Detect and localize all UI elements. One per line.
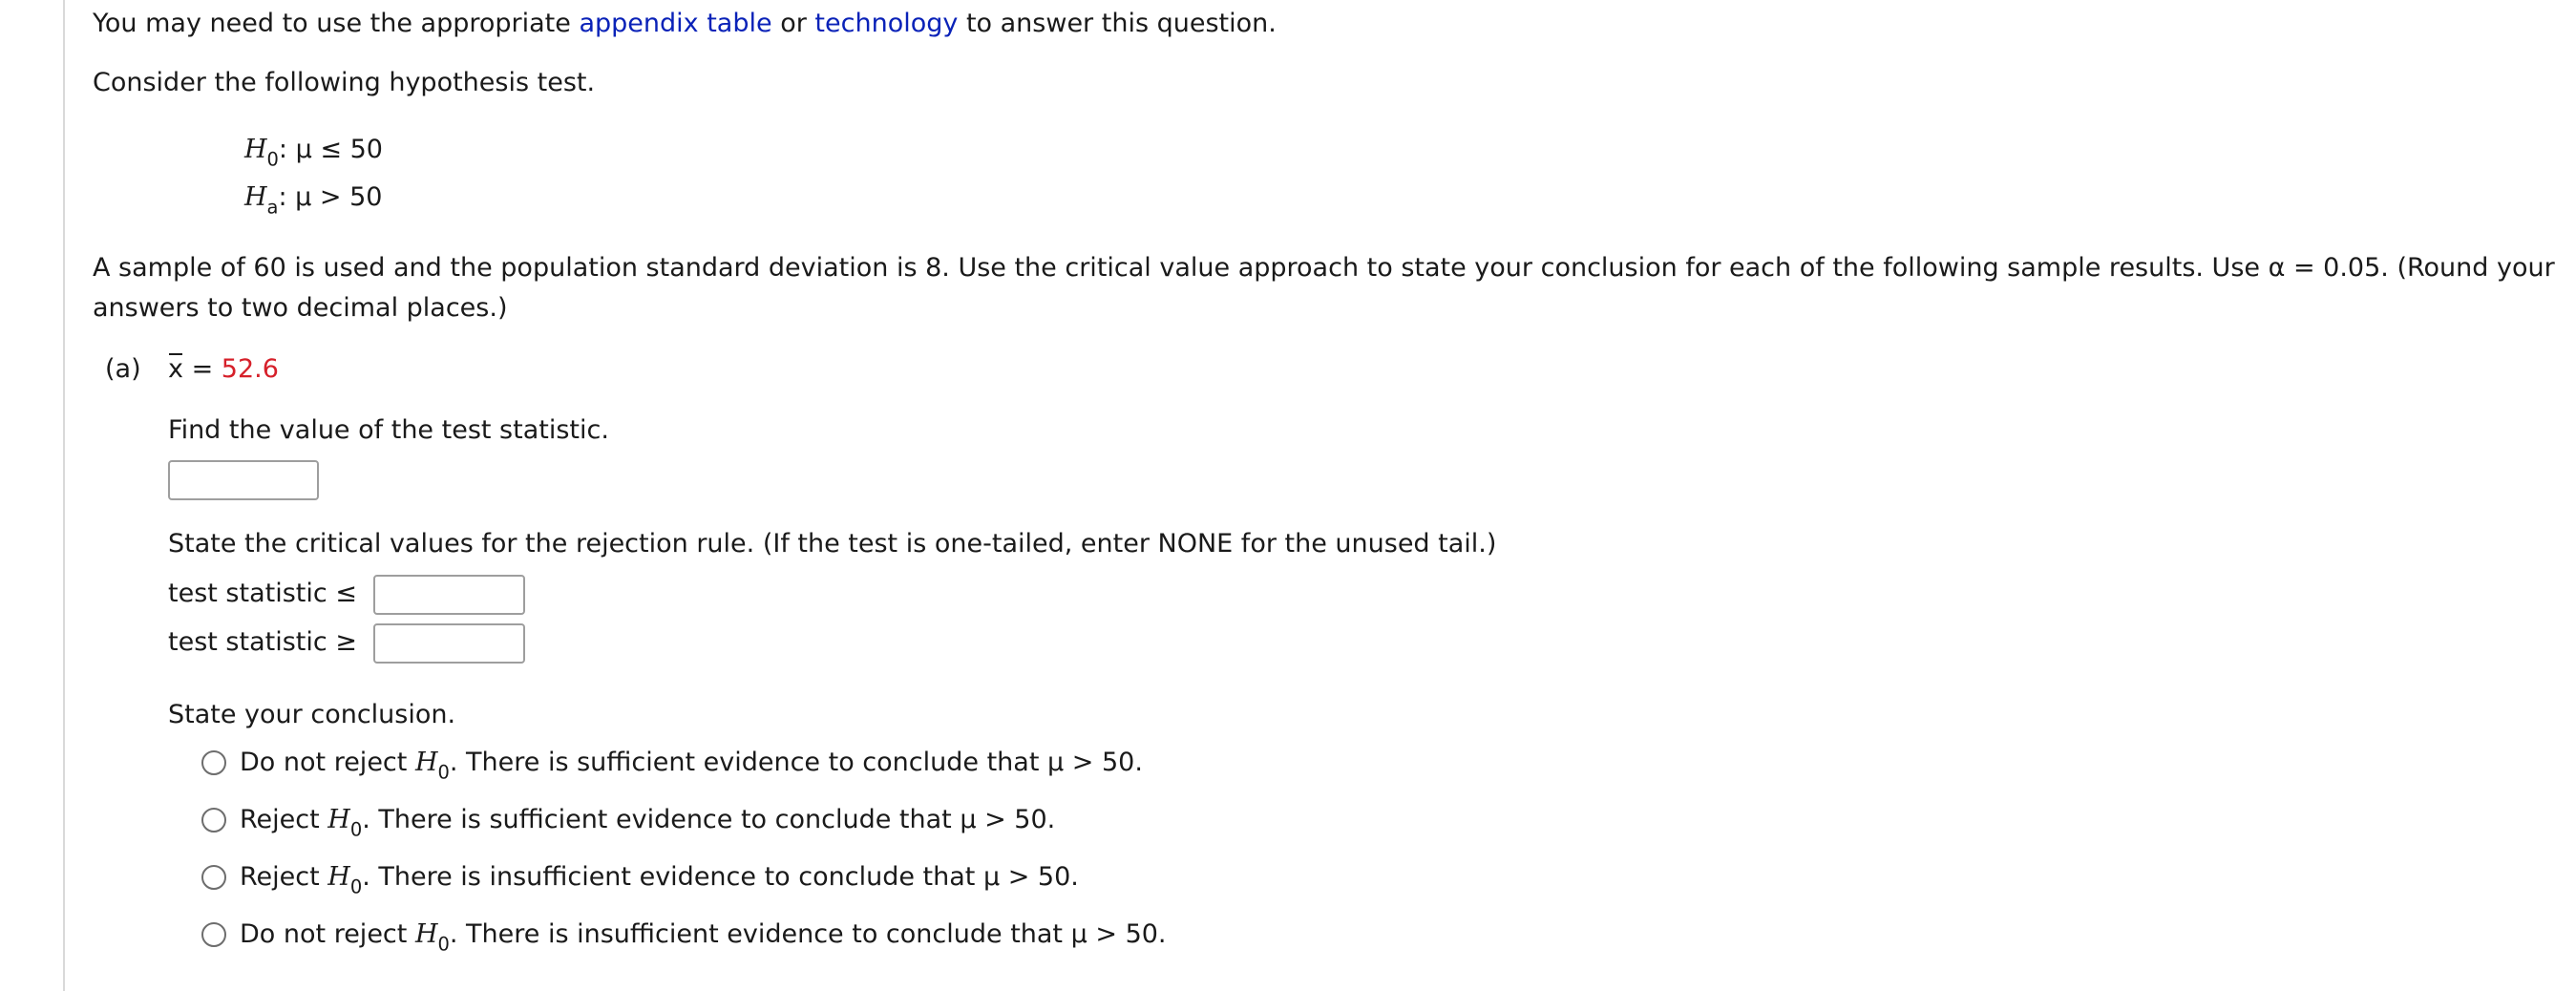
conclusion-prompt: State your conclusion. xyxy=(168,700,456,729)
le-label: test statistic ≤ xyxy=(168,579,357,608)
option-2-h-symbol: H xyxy=(327,805,350,834)
option-4-h-symbol: H xyxy=(414,919,438,949)
critical-value-lower-input[interactable] xyxy=(373,575,525,615)
option-1-post: . There is sufficient evidence to conclude that μ > 50. xyxy=(449,748,1143,777)
ha-symbol: H xyxy=(244,182,267,212)
option-3-h-subscript: 0 xyxy=(349,875,363,898)
alt-hypothesis xyxy=(244,181,383,219)
option-4-h-subscript: 0 xyxy=(437,933,450,956)
intro-prefix: You may need to use the appropriate xyxy=(93,9,571,38)
xbar-symbol: x xyxy=(168,354,183,384)
conclusion-radio-1[interactable] xyxy=(201,750,226,775)
option-2-pre: Reject xyxy=(240,805,320,834)
option-2-post: . There is sufficient evidence to conclude that μ > 50. xyxy=(362,805,1056,834)
conclusion-option-1[interactable] xyxy=(240,747,1143,784)
test-statistic-input[interactable] xyxy=(168,460,319,500)
sample-mean-value: 52.6 xyxy=(221,354,279,384)
part-a-label: (a) xyxy=(105,354,141,384)
option-1-h-symbol: H xyxy=(414,748,438,777)
equals-sign: = xyxy=(191,354,214,384)
null-hypothesis xyxy=(244,134,383,171)
intro-suffix: to answer this question. xyxy=(965,9,1277,38)
h0-statement: : μ ≤ 50 xyxy=(278,135,383,164)
ha-subscript: a xyxy=(266,196,279,219)
critical-value-upper-input[interactable] xyxy=(373,623,525,664)
intro-or: or xyxy=(780,9,807,38)
ge-label: test statistic ≥ xyxy=(168,627,357,657)
conclusion-radio-3[interactable] xyxy=(201,865,226,890)
conclusion-option-3[interactable] xyxy=(240,861,1079,898)
appendix-table-link[interactable]: appendix table xyxy=(579,9,772,38)
problem-line-2: answers to two decimal places.) xyxy=(93,293,508,323)
option-4-pre: Do not reject xyxy=(240,919,408,949)
problem-line-1: A sample of 60 is used and the population standard deviation is 8. Use the critical value approach to state your conclusion for each of the following sample results. Use α = 0.05. (Round your xyxy=(93,253,2555,283)
option-3-pre: Reject xyxy=(240,862,320,892)
conclusion-radio-4[interactable] xyxy=(201,922,226,947)
h0-subscript: 0 xyxy=(266,148,279,171)
technology-link[interactable]: technology xyxy=(814,9,959,38)
conclusion-option-2[interactable] xyxy=(240,804,1056,841)
consider-text: Consider the following hypothesis test. xyxy=(93,68,596,97)
ha-statement: : μ > 50 xyxy=(278,182,383,212)
h0-symbol: H xyxy=(244,135,267,164)
intro-line xyxy=(93,8,1277,40)
option-4-post: . There is insufficient evidence to conclude that μ > 50. xyxy=(449,919,1167,949)
critical-values-prompt: State the critical values for the rejection rule. (If the test is one-tailed, enter NONE for the unused tail.) xyxy=(168,529,1497,559)
conclusion-radio-2[interactable] xyxy=(201,808,226,833)
sample-mean xyxy=(168,353,279,386)
conclusion-option-4[interactable] xyxy=(240,918,1167,956)
option-2-h-subscript: 0 xyxy=(349,818,363,841)
option-3-h-symbol: H xyxy=(327,862,350,892)
option-3-post: . There is insufficient evidence to conclude that μ > 50. xyxy=(362,862,1079,892)
left-border xyxy=(63,0,65,991)
option-1-pre: Do not reject xyxy=(240,748,408,777)
option-1-h-subscript: 0 xyxy=(437,761,450,784)
find-statistic-text: Find the value of the test statistic. xyxy=(168,415,609,445)
